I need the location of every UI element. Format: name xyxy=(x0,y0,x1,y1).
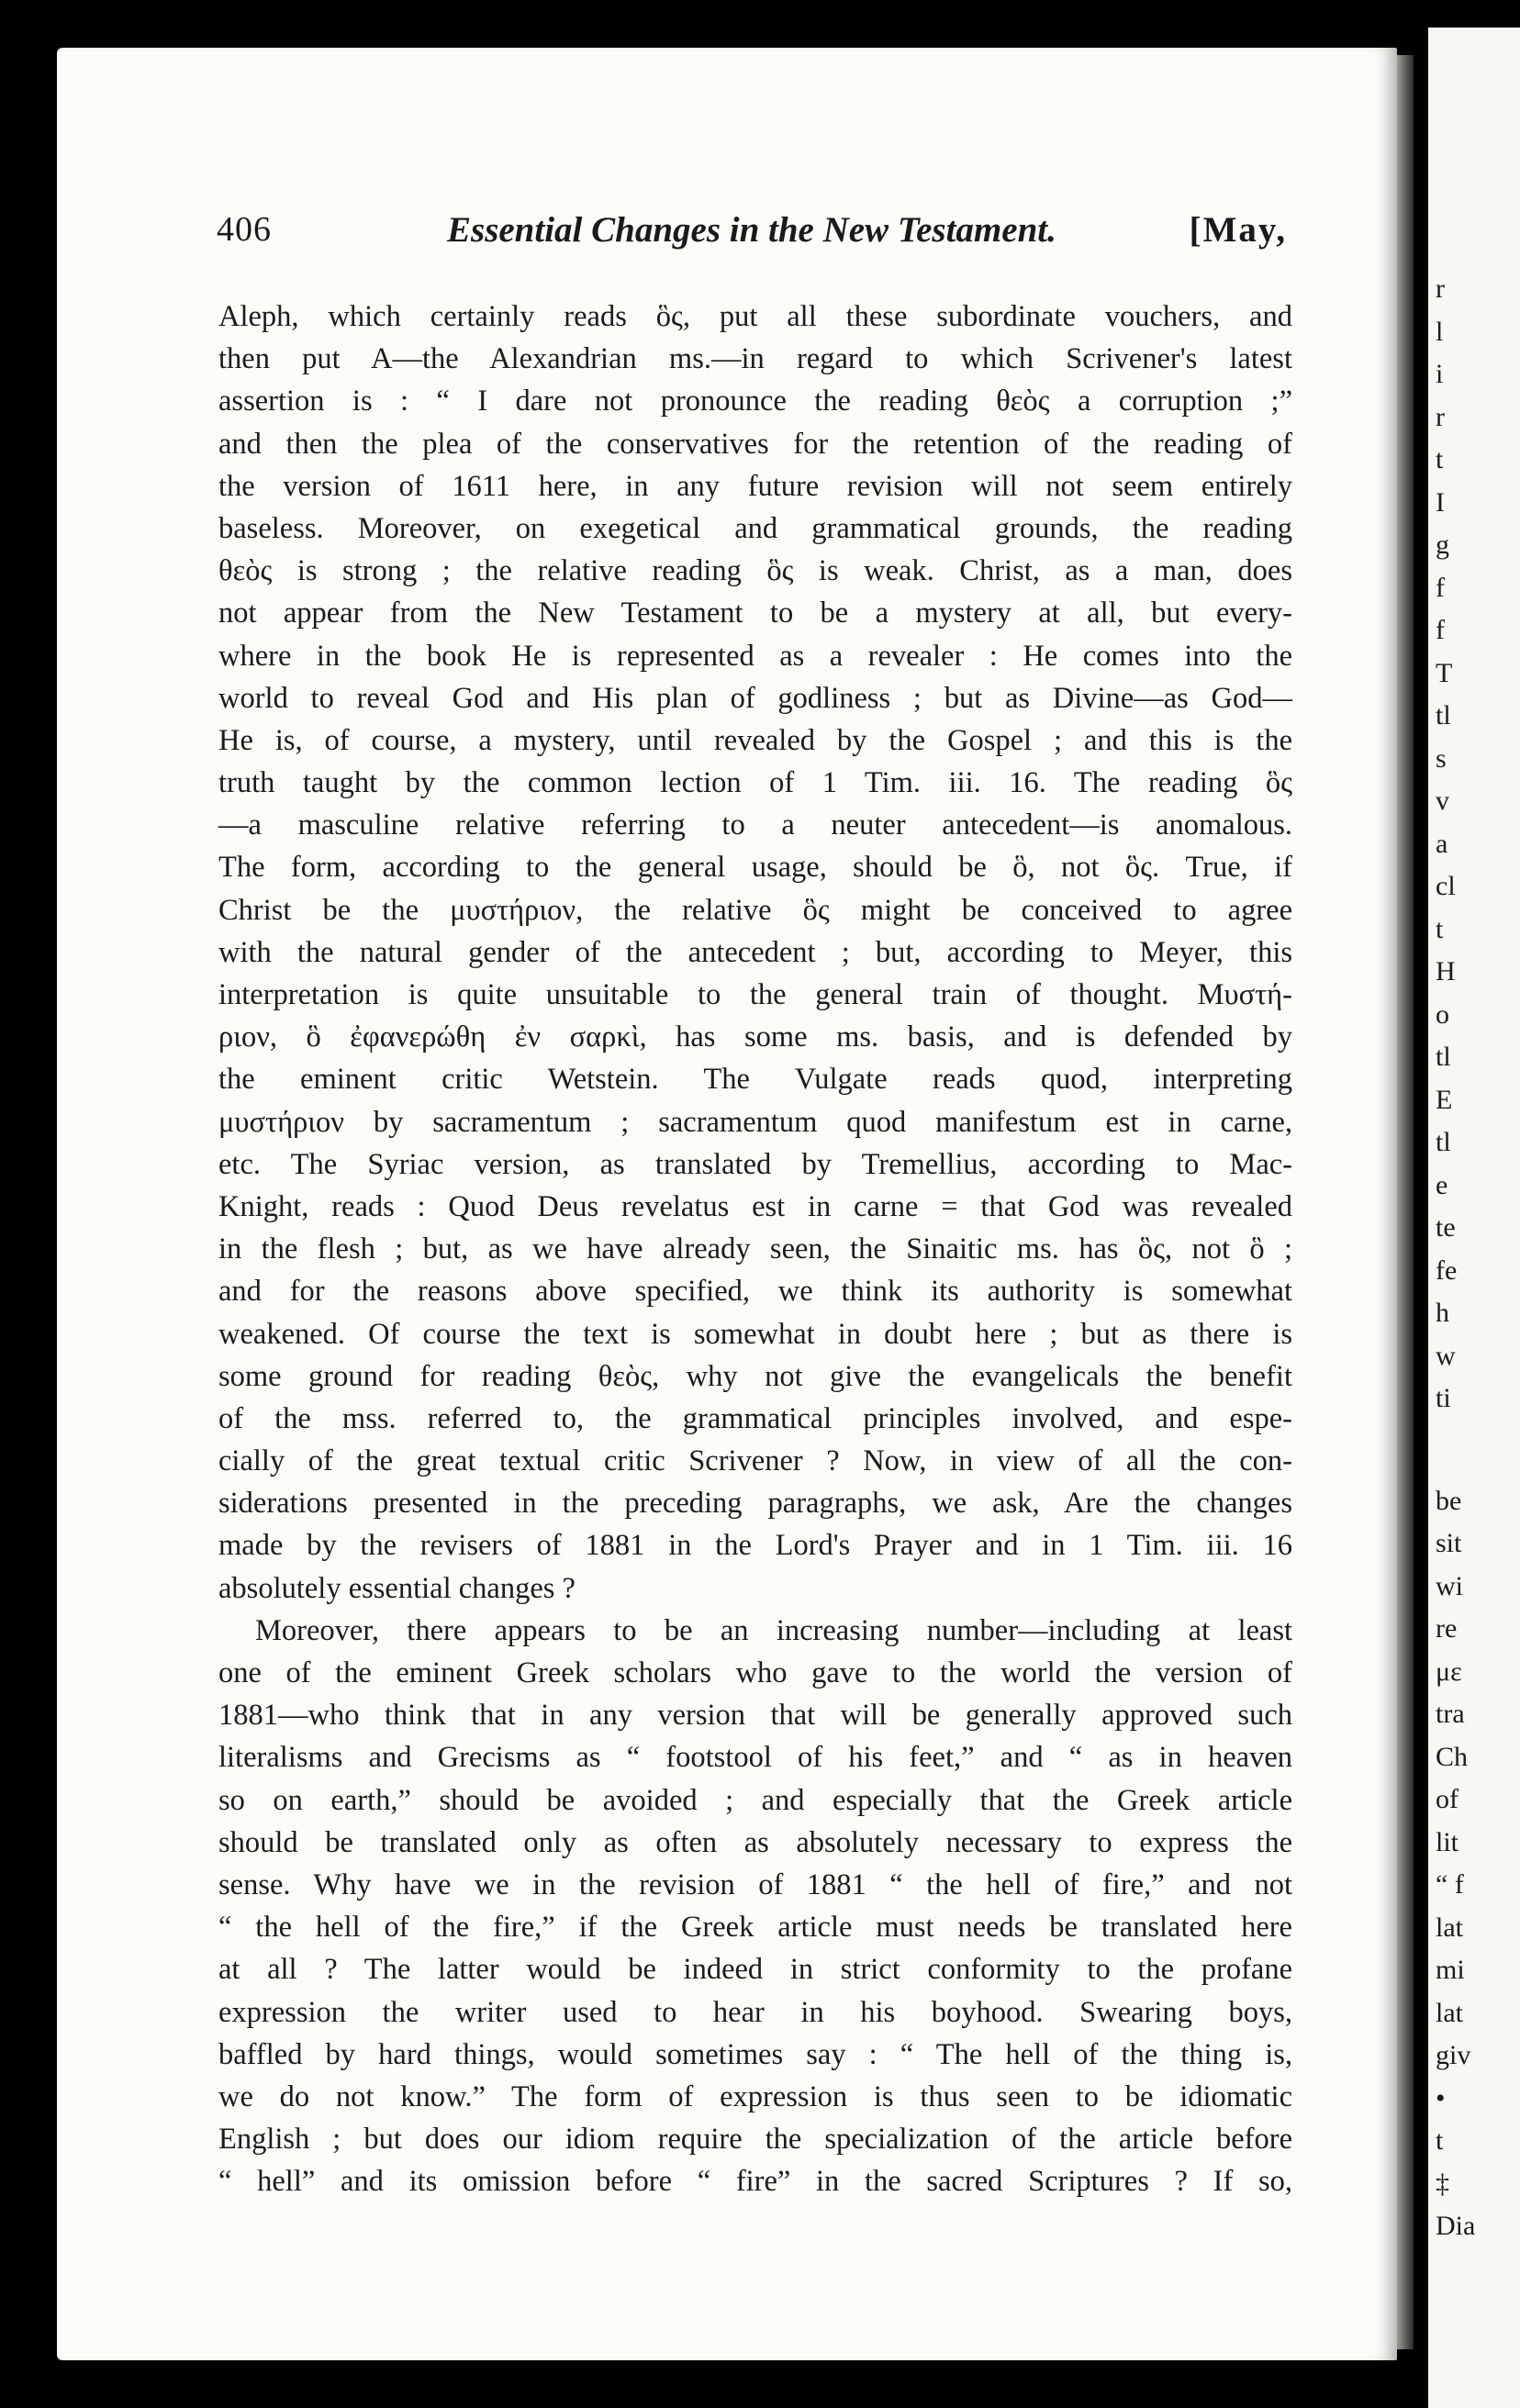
adjacent-page-fragment-text: t xyxy=(1436,2125,1444,2156)
text-line: not appear from the New Testament to be a mystery at all, but every- xyxy=(218,596,1292,630)
text-line: cially of the great textual critic Scrivener ? Now, in view of all the con- xyxy=(218,1444,1292,1478)
adjacent-page-fragment-text: f xyxy=(1436,615,1445,645)
adjacent-page-fragment-text: ti xyxy=(1436,1383,1451,1413)
adjacent-page-fragment-text: of xyxy=(1436,1784,1459,1814)
adjacent-page-fragment-text: be xyxy=(1436,1486,1462,1516)
adjacent-page-fragment-text: tl xyxy=(1436,1042,1451,1072)
adjacent-page-fragment-text: lat xyxy=(1436,1912,1463,1943)
adjacent-page-fragment-text: a xyxy=(1436,829,1448,859)
adjacent-page-fragment-text: sit xyxy=(1436,1528,1462,1558)
text-line: assertion is : “ I dare not pronounce the reading θεὸς a corruption ;” xyxy=(218,385,1292,418)
adjacent-page-fragment-text: te xyxy=(1436,1212,1456,1243)
text-line: absolutely essential changes ? xyxy=(218,1571,576,1605)
text-line: should be translated only as often as absolutely necessary to express the xyxy=(218,1825,1292,1859)
text-line: literalisms and Grecisms as “ footstool of his feet,” and “ as in heaven xyxy=(218,1741,1292,1775)
text-line: ριον, ὃ ἐφανερώθη ἐν σαρκὶ, has some ms. basis, and is defended by xyxy=(218,1020,1292,1054)
text-line: and then the plea of the conservatives for the retention of the reading of xyxy=(218,427,1292,461)
adjacent-page-fragment-text: Ch xyxy=(1436,1742,1469,1772)
text-line: “ hell” and its omission before “ fire” in the sacred Scriptures ? If so, xyxy=(218,2165,1292,2199)
text-line: so on earth,” should be avoided ; and especially that the Greek article xyxy=(218,1783,1292,1817)
text-line: the eminent critic Wetstein. The Vulgate reads quod, interpreting xyxy=(218,1063,1292,1097)
adjacent-page-fragment-text: tra xyxy=(1436,1699,1465,1729)
text-line: Christ be the μυστήριον, the relative ὃς might be conceived to agree xyxy=(218,893,1292,927)
text-line: we do not know.” The form of expression is thus seen to be idiomatic xyxy=(218,2079,1292,2113)
adjacent-page-fragment-text: g xyxy=(1436,530,1449,560)
text-line: He is, of course, a mystery, until revealed by the Gospel ; and this is the xyxy=(218,723,1292,757)
adjacent-page-fragment-text: w xyxy=(1436,1341,1456,1371)
text-line: The form, according to the general usage, should be ὃ, not ὃς. True, if xyxy=(218,851,1292,885)
text-line: some ground for reading θεὸς, why not give the evangelicals the benefit xyxy=(218,1359,1292,1393)
adjacent-page-fragment-text: ‡ xyxy=(1436,2168,1449,2199)
adjacent-page-fragment-text: f xyxy=(1436,573,1445,603)
text-line: θεὸς is strong ; the relative reading ὃς is weak. Christ, as a man, does xyxy=(218,554,1292,588)
adjacent-page-fragment-text: tl xyxy=(1436,700,1451,730)
text-line: sense. Why have we in the revision of 1881 “ the hell of fire,” and not xyxy=(218,1867,1292,1901)
text-line: weakened. Of course the text is somewhat in doubt here ; but as there is xyxy=(218,1317,1292,1351)
adjacent-page-fragment-text: I xyxy=(1436,487,1445,518)
text-line: interpretation is quite unsuitable to the general train of thought. Μυστή- xyxy=(218,978,1292,1011)
adjacent-page-fragment-text: wi xyxy=(1436,1571,1463,1601)
text-line: the version of 1611 here, in any future revision will not seem entirely xyxy=(218,469,1292,503)
adjacent-page-fragment-text: r xyxy=(1436,273,1445,304)
text-line: with the natural gender of the antecedent ; but, according to Meyer, this xyxy=(218,935,1292,969)
text-line: world to reveal God and His plan of godliness ; but as Divine—as God— xyxy=(218,681,1292,715)
text-line: of the mss. referred to, the grammatical principles involved, and espe- xyxy=(218,1401,1292,1435)
body-text xyxy=(218,295,1292,2202)
text-line: “ the hell of the fire,” if the Greek article must needs be translated here xyxy=(218,1911,1292,1945)
text-line: English ; but does our idiom require the specialization of the article before xyxy=(218,2123,1292,2157)
adjacent-page-fragment-text: H xyxy=(1436,956,1456,987)
adjacent-page-fragment-text: s xyxy=(1436,743,1447,774)
running-header xyxy=(204,209,1287,264)
adjacent-page-fragment-text: lat xyxy=(1436,1998,1463,2028)
adjacent-page-fragment-text: “ f xyxy=(1436,1869,1464,1900)
text-line: Knight, reads : Quod Deus revelatus est in carne = that God was revealed xyxy=(218,1189,1292,1223)
adjacent-page-fragment-text: h xyxy=(1436,1298,1449,1328)
adjacent-page-fragment-text: t xyxy=(1436,914,1444,944)
adjacent-page-fragment-text: v xyxy=(1436,786,1449,816)
adjacent-page-fragment-text: • xyxy=(1436,2083,1446,2113)
text-line: siderations presented in the preceding paragraphs, we ask, Are the changes xyxy=(218,1487,1292,1521)
text-line: then put A—the Alexandrian ms.—in regard to which Scrivener's latest xyxy=(218,342,1292,376)
text-line: μυστήριον by sacramentum ; sacramentum quod manifestum est in carne, xyxy=(218,1105,1292,1139)
text-line: —a masculine relative referring to a neuter antecedent—is anomalous. xyxy=(218,808,1292,842)
running-title: Essential Changes in the New Testament. xyxy=(447,210,1056,250)
text-line: at all ? The latter would be indeed in strict conformity to the profane xyxy=(218,1953,1292,1987)
text-line: where in the book He is represented as a revealer : He comes into the xyxy=(218,639,1292,673)
adjacent-page-fragment-text: re xyxy=(1436,1613,1458,1644)
adjacent-page-fragment-text: i xyxy=(1436,359,1444,389)
text-line: expression the writer used to hear in his boyhood. Swearing boys, xyxy=(218,1995,1292,2029)
text-line: truth taught by the common lection of 1 Tim. iii. 16. The reading ὃς xyxy=(218,766,1292,800)
adjacent-page-fragment-text: l xyxy=(1436,317,1444,347)
adjacent-page-fragment xyxy=(1428,28,1520,2408)
adjacent-page-fragment-text: e xyxy=(1436,1170,1448,1200)
page-number: 406 xyxy=(217,210,272,249)
adjacent-page-fragment-text: lit xyxy=(1436,1827,1459,1857)
adjacent-page-fragment-text: mi xyxy=(1436,1955,1465,1985)
text-line: Moreover, there appears to be an increasing number—including at least xyxy=(255,1613,1292,1647)
adjacent-page-fragment-text: giv xyxy=(1436,2040,1471,2070)
adjacent-page-fragment-text: με xyxy=(1436,1656,1462,1687)
text-line: in the flesh ; but, as we have already seen, the Sinaitic ms. has ὃς, not ὃ ; xyxy=(218,1232,1292,1266)
text-line: 1881—who think that in any version that will be generally approved such xyxy=(218,1699,1292,1733)
adjacent-page-fragment-text: fe xyxy=(1436,1255,1458,1286)
text-line: baffled by hard things, would sometimes say : “ The hell of the thing is, xyxy=(218,2037,1292,2071)
adjacent-page-fragment-text: t xyxy=(1436,444,1444,474)
running-date: [May, xyxy=(1189,210,1287,250)
text-line: Aleph, which certainly reads ὃς, put all these subordinate vouchers, and xyxy=(218,300,1292,333)
adjacent-page-fragment-text: Dia xyxy=(1436,2211,1476,2241)
text-line: one of the eminent Greek scholars who gave to the world the version of xyxy=(218,1656,1292,1689)
adjacent-page-fragment-text: cl xyxy=(1436,871,1456,901)
text-line: etc. The Syriac version, as translated by Tremellius, according to Mac- xyxy=(218,1147,1292,1181)
text-line: baseless. Moreover, on exegetical and grammatical grounds, the reading xyxy=(218,511,1292,545)
adjacent-page-fragment-text: r xyxy=(1436,402,1445,432)
text-line: made by the revisers of 1881 in the Lord's Prayer and in 1 Tim. iii. 16 xyxy=(218,1529,1292,1563)
adjacent-page-fragment-text: T xyxy=(1436,658,1453,688)
adjacent-page-fragment-text: tl xyxy=(1436,1127,1451,1157)
adjacent-page-fragment-text: o xyxy=(1436,999,1449,1030)
adjacent-page-fragment-text: E xyxy=(1436,1085,1453,1115)
text-line: and for the reasons above specified, we think its authority is somewhat xyxy=(218,1275,1292,1309)
